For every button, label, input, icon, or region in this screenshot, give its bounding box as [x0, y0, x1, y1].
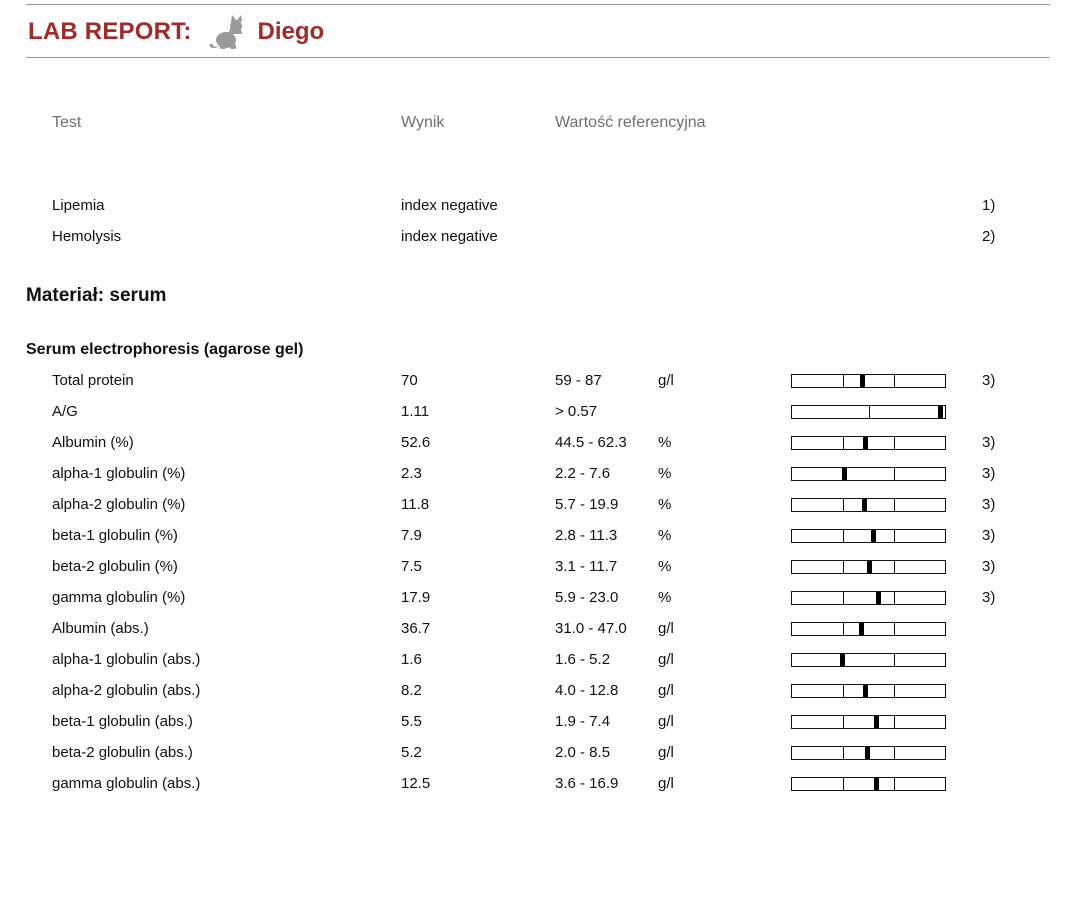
table-row — [0, 397, 1080, 428]
footnote-ref: 2) — [982, 228, 996, 245]
footnote-ref: 1) — [982, 197, 996, 214]
range-tick — [894, 654, 895, 666]
footnote-ref: 3) — [982, 372, 996, 389]
test-result: 12.5 — [401, 775, 431, 792]
reference-range: 5.9 - 23.0 — [555, 589, 619, 606]
result-marker — [840, 654, 845, 666]
range-tick — [894, 716, 895, 728]
section-heading: Serum electrophoresis (agarose gel) — [26, 341, 304, 358]
unit: g/l — [658, 713, 674, 730]
range-bar — [791, 560, 946, 574]
test-result: 11.8 — [401, 496, 430, 513]
unit: % — [658, 527, 672, 544]
test-result: 7.9 — [401, 527, 422, 544]
test-result: 7.5 — [401, 558, 422, 575]
unit: % — [658, 434, 672, 451]
result-marker — [874, 716, 879, 728]
column-header-reference: Wartość referencyjna — [555, 114, 706, 131]
unit: g/l — [658, 775, 674, 792]
cat-icon — [206, 14, 246, 50]
unit: g/l — [658, 372, 674, 389]
report-header — [28, 12, 324, 52]
range-bar — [791, 777, 946, 791]
column-header-result: Wynik — [401, 114, 445, 131]
header-rule — [26, 57, 1050, 58]
table-row — [0, 583, 1080, 614]
unit: g/l — [658, 744, 674, 761]
range-tick — [843, 530, 844, 542]
top-rule — [26, 4, 1050, 5]
range-tick — [894, 592, 895, 604]
test-name: gamma globulin (%) — [52, 589, 186, 606]
test-result: 8.2 — [401, 682, 422, 699]
patient-name: Diego — [257, 18, 325, 45]
unit: g/l — [658, 651, 674, 668]
result-marker — [874, 778, 879, 790]
reference-range: 2.8 - 11.3 — [555, 527, 618, 544]
range-tick — [843, 716, 844, 728]
reference-range: 4.0 - 12.8 — [555, 682, 619, 699]
result-marker — [859, 623, 864, 635]
range-tick — [894, 499, 895, 511]
range-bar — [791, 684, 946, 698]
test-result: 1.11 — [401, 403, 430, 420]
range-tick — [894, 437, 895, 449]
test-result: 5.2 — [401, 744, 422, 761]
reference-range: 44.5 - 62.3 — [555, 434, 627, 451]
reference-range: 2.0 - 8.5 — [555, 744, 611, 761]
unit: % — [658, 558, 672, 575]
test-result: index negative — [401, 228, 498, 245]
quality-row-lipemia — [0, 191, 1080, 222]
result-marker — [871, 530, 876, 542]
table-row — [0, 614, 1080, 645]
table-row — [0, 552, 1080, 583]
range-tick — [894, 685, 895, 697]
table-row — [0, 490, 1080, 521]
reference-range: 1.6 - 5.2 — [555, 651, 611, 668]
range-bar — [791, 591, 946, 605]
test-name: alpha-2 globulin (abs.) — [52, 682, 201, 699]
table-row — [0, 738, 1080, 769]
range-bar — [791, 529, 946, 543]
range-tick — [894, 778, 895, 790]
range-tick — [843, 561, 844, 573]
range-tick — [894, 747, 895, 759]
range-tick — [894, 375, 895, 387]
result-marker — [867, 561, 872, 573]
result-marker — [842, 468, 847, 480]
table-row — [0, 676, 1080, 707]
test-result: 5.5 — [401, 713, 422, 730]
range-tick — [843, 623, 844, 635]
test-name: Hemolysis — [52, 228, 122, 245]
result-marker — [863, 685, 868, 697]
range-bar — [791, 746, 946, 760]
result-marker — [876, 592, 881, 604]
range-bar — [791, 467, 946, 481]
reference-range: 3.6 - 16.9 — [555, 775, 619, 792]
range-tick — [843, 375, 844, 387]
test-result: 52.6 — [401, 434, 431, 451]
test-result: 70 — [401, 372, 418, 389]
reference-range: 2.2 - 7.6 — [555, 465, 611, 482]
test-name: Albumin (%) — [52, 434, 134, 451]
footnote-ref: 3) — [982, 465, 996, 482]
test-result: 17.9 — [401, 589, 431, 606]
reference-range: 3.1 - 11.7 — [555, 558, 618, 575]
table-row — [0, 366, 1080, 397]
reference-range: 1.9 - 7.4 — [555, 713, 611, 730]
test-name: alpha-2 globulin (%) — [52, 496, 186, 513]
test-name: beta-1 globulin (abs.) — [52, 713, 193, 730]
range-bar — [791, 498, 946, 512]
range-bar — [791, 436, 946, 450]
reference-range: 59 - 87 — [555, 372, 602, 389]
range-tick — [894, 561, 895, 573]
test-name: A/G — [52, 403, 78, 420]
unit: g/l — [658, 620, 674, 637]
test-result: index negative — [401, 197, 498, 214]
test-name: alpha-1 globulin (%) — [52, 465, 186, 482]
test-result: 1.6 — [401, 651, 422, 668]
reference-range: > 0.57 — [555, 403, 598, 420]
range-tick — [894, 530, 895, 542]
table-row — [0, 645, 1080, 676]
report-title: LAB REPORT: — [28, 18, 192, 45]
test-result: 2.3 — [401, 465, 422, 482]
result-marker — [865, 747, 870, 759]
test-name: alpha-1 globulin (abs.) — [52, 651, 201, 668]
range-tick — [843, 685, 844, 697]
test-name: Total protein — [52, 372, 134, 389]
range-tick — [894, 468, 895, 480]
table-row — [0, 707, 1080, 738]
footnote-ref: 3) — [982, 558, 996, 575]
test-result: 36.7 — [401, 620, 431, 637]
quality-row-hemolysis — [0, 222, 1080, 253]
range-tick — [894, 623, 895, 635]
reference-range: 5.7 - 19.9 — [555, 496, 619, 513]
table-row — [0, 459, 1080, 490]
footnote-ref: 3) — [982, 496, 996, 513]
test-name: beta-2 globulin (abs.) — [52, 744, 193, 761]
range-bar — [791, 405, 946, 419]
footnote-ref: 3) — [982, 527, 996, 544]
footnote-ref: 3) — [982, 434, 996, 451]
reference-range: 31.0 - 47.0 — [555, 620, 627, 637]
column-header-test: Test — [52, 114, 82, 131]
footnote-ref: 3) — [982, 589, 996, 606]
table-row — [0, 428, 1080, 459]
unit: % — [658, 465, 672, 482]
range-tick — [843, 499, 844, 511]
range-tick — [843, 592, 844, 604]
result-marker — [938, 406, 943, 418]
unit: g/l — [658, 682, 674, 699]
range-tick — [843, 747, 844, 759]
range-tick — [843, 778, 844, 790]
unit: % — [658, 589, 672, 606]
test-name: Albumin (abs.) — [52, 620, 149, 637]
table-row — [0, 769, 1080, 800]
range-bar — [791, 715, 946, 729]
range-tick — [869, 406, 870, 418]
unit: % — [658, 496, 672, 513]
test-name: beta-2 globulin (%) — [52, 558, 178, 575]
range-bar — [791, 374, 946, 388]
test-name: beta-1 globulin (%) — [52, 527, 178, 544]
test-name: Lipemia — [52, 197, 105, 214]
material-heading: Materiał: serum — [26, 285, 167, 306]
result-marker — [863, 437, 868, 449]
range-tick — [843, 437, 844, 449]
result-marker — [860, 375, 865, 387]
range-bar — [791, 653, 946, 667]
result-marker — [862, 499, 867, 511]
table-row — [0, 521, 1080, 552]
range-bar — [791, 622, 946, 636]
test-name: gamma globulin (abs.) — [52, 775, 201, 792]
